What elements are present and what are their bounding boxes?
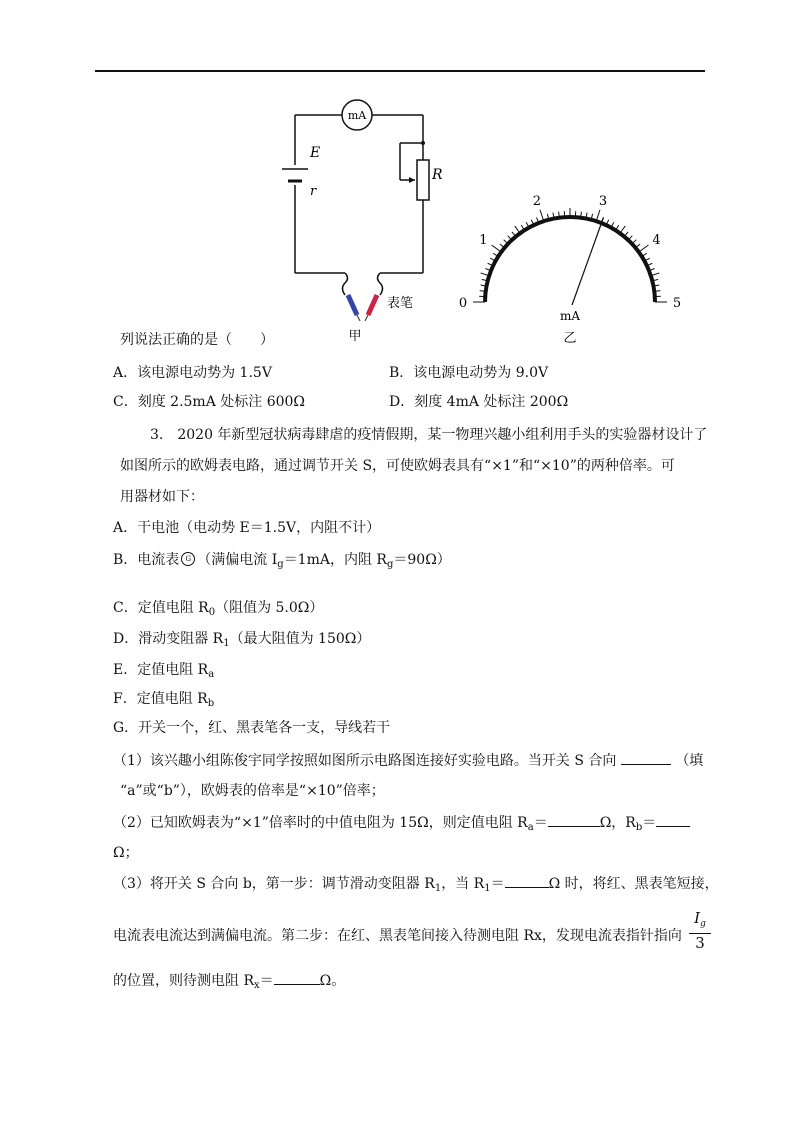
dial-major-tick — [540, 210, 544, 221]
q2-option-a: A．该电源电动势为 1.5V — [113, 365, 272, 381]
rheostat-label: R — [432, 167, 443, 183]
fraction-ig-over-3: $\frac{I_g}{3}$ — [689, 910, 711, 952]
q3-stem-line2: 如图所示的欧姆表电路，通过调节开关 S，可使欧姆表具有“×1”和“×10”的两种倍率。可 — [120, 458, 675, 474]
q3-item-f: F．定值电阻 $R_b$ — [113, 691, 215, 709]
dial-tick-label: 4 — [652, 233, 661, 249]
answer-blank-rb[interactable] — [656, 812, 690, 827]
q2-stem-tail: 列说法正确的是（ ） — [120, 332, 274, 348]
q3-stem-line1: 3. 2020 年新型冠状病毒肆虐的疫情假期，某一物理兴趣小组利用手头的实验器材设计了 — [150, 427, 708, 443]
answer-blank-ra[interactable] — [548, 812, 600, 827]
dial-minor-tick — [620, 226, 625, 233]
q2-option-c: C．刻度 2.5mA 处标注 600Ω — [113, 394, 306, 410]
q3-item-b: B．电流表 G （满偏电流 $I_g=1mA$，内阻 $R_g=90\Omega$） — [113, 552, 451, 570]
q2-option-d: D．刻度 4mA 处标注 200Ω — [389, 394, 569, 410]
answer-blank-r1[interactable] — [505, 873, 549, 888]
q3-item-c: C．定值电阻 $R_0$（阻值为 5.0Ω） — [113, 600, 324, 618]
meter-dial — [450, 190, 690, 350]
dial-tick-label: 3 — [598, 194, 608, 210]
dial-tick-label: 1 — [479, 233, 488, 249]
q2-option-b: B．该电源电动势为 9.0V — [389, 365, 549, 381]
dial-major-tick — [492, 245, 502, 252]
probe-label: 表笔 — [387, 296, 414, 311]
dial-minor-tick — [515, 226, 520, 233]
answer-blank-1[interactable] — [621, 750, 671, 765]
q3-part2-line1: （2）已知欧姆表为“×1”倍率时的中值电阻为 15Ω，则定值电阻 $R_a= \Omega$，$R_b=$ — [113, 812, 690, 838]
internal-resistance-label: r — [310, 184, 317, 199]
dial-needle — [572, 217, 603, 305]
q3-part3-line3: 的位置，则待测电阻 $R_x= \Omega$。 — [113, 970, 345, 996]
q3-item-e: E．定值电阻 $R_a$ — [113, 662, 215, 680]
dial-major-tick — [639, 245, 649, 252]
dial-unit: mA — [559, 309, 581, 323]
header-rule — [95, 70, 705, 72]
caption-jia: 甲 — [348, 329, 362, 344]
q3-part2-line2: Ω； — [113, 845, 139, 861]
q3-stem-line3: 用器材如下： — [120, 489, 204, 505]
circuit-diagram — [270, 95, 450, 345]
q3-part1-line1: （1）该兴趣小组陈俊宇同学按照如图所示电路图连接好实验电路。当开关 S 合向 （填 — [113, 750, 703, 771]
q3-item-g: G．开关一个，红、黑表笔各一支，导线若干 — [113, 720, 391, 736]
q3-part1-line2: “a”或“b”），欧姆表的倍率是“×10”倍率； — [120, 783, 385, 799]
galvanometer-icon: G — [181, 552, 195, 566]
dial-tick-label: 0 — [458, 296, 468, 311]
dial-tick-label: 5 — [672, 296, 682, 311]
q3-item-d: D．滑动变阻器 $R_1$（最大阻值为 150Ω） — [113, 631, 371, 649]
caption-yi: 乙 — [563, 331, 577, 346]
dial-tick-label: 2 — [532, 194, 542, 210]
dial-major-tick — [596, 210, 600, 221]
meter-label: mA — [347, 109, 367, 122]
q3-part3-line2: 电流表电流达到满偏电流。第二步：在红、黑表笔间接入待测电阻 Rx，发现电流表指针指向 — [113, 928, 682, 944]
q3-item-a: A．干电池（电动势 E＝1.5V，内阻不计） — [113, 520, 381, 536]
emf-label: E — [310, 145, 321, 161]
dial-arc — [485, 217, 655, 302]
q3-part3-line1: （3）将开关 S 合向 b，第一步：调节滑动变阻器 $R_1$，当 $R_1= \Omega$ 时，将红、黑表笔短接， — [113, 873, 719, 899]
answer-blank-rx[interactable] — [274, 970, 320, 985]
